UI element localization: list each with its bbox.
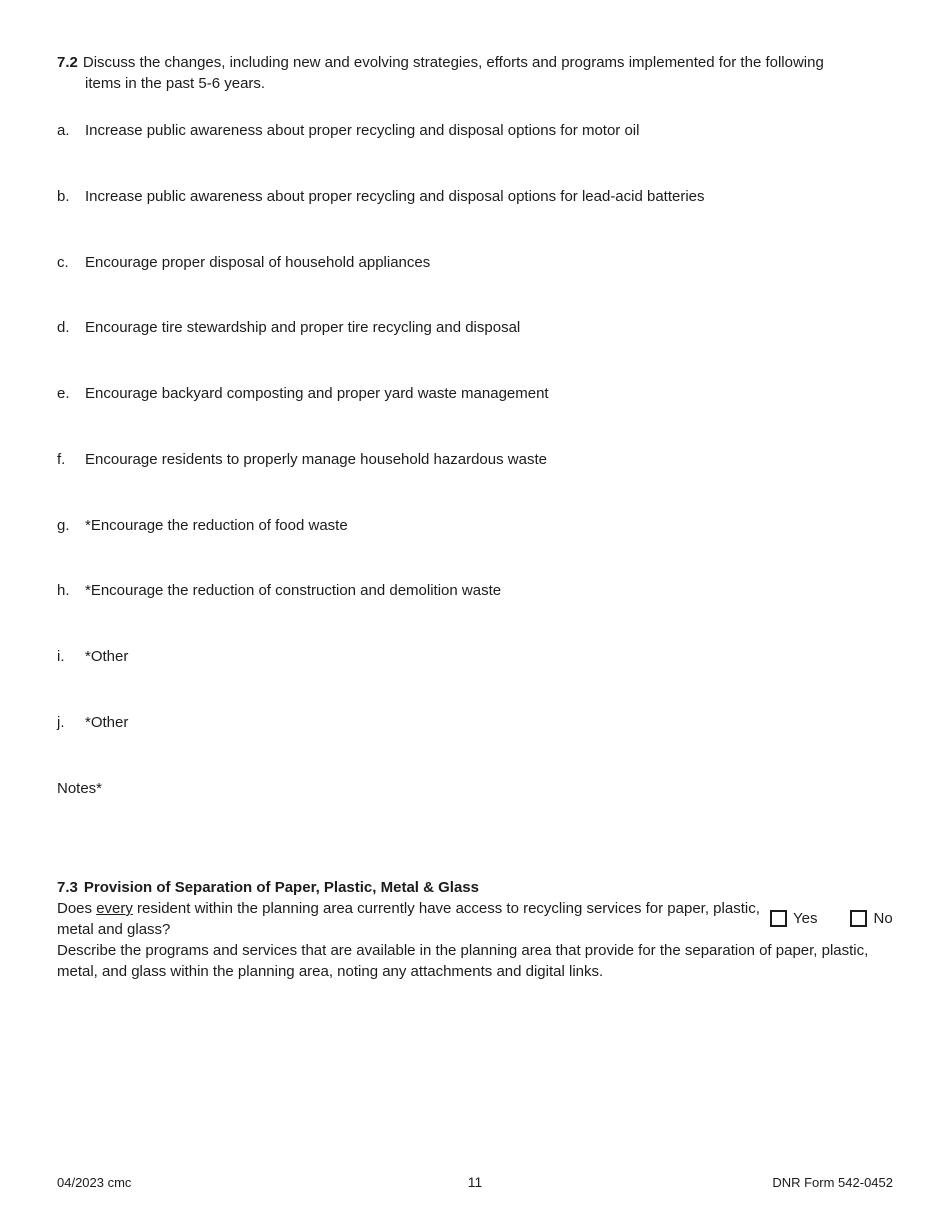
- section-7-3-number: 7.3: [57, 879, 78, 896]
- no-checkbox-group: [850, 908, 892, 929]
- item-text: Increase public awareness about proper recycling and disposal options for motor oil: [85, 122, 640, 139]
- footer-page-number: 11: [467, 1174, 483, 1190]
- list-item-i: [57, 646, 893, 667]
- page-footer: [0, 1172, 950, 1193]
- item-letter: a.: [57, 122, 70, 139]
- list-item-g: [57, 515, 893, 536]
- item-letter: i.: [57, 648, 65, 665]
- no-checkbox-label: No: [873, 910, 893, 927]
- list-item-a: [57, 120, 893, 141]
- item-text: Encourage tire stewardship and proper tire recycling and disposal: [85, 319, 521, 336]
- yes-no-checkbox-row: [770, 908, 893, 929]
- list-item-b: [57, 186, 893, 207]
- item-text: *Other: [85, 648, 129, 665]
- question-underlined-word: every: [96, 900, 133, 917]
- item-letter: c.: [57, 254, 69, 271]
- list-item-d: [57, 317, 893, 338]
- section-7-2-heading: [57, 52, 857, 94]
- list-item-h: [57, 580, 893, 601]
- item-text: *Encourage the reduction of food waste: [85, 517, 348, 534]
- yes-checkbox-group: [770, 908, 817, 929]
- section-7-2-number: 7.2: [57, 54, 78, 71]
- section-7-3-heading: [57, 877, 893, 898]
- item-letter: d.: [57, 319, 70, 336]
- question-suffix: resident within the planning area currently have access to recycling services for paper, plastic, metal and glass?: [57, 900, 760, 938]
- item-letter: b.: [57, 188, 70, 205]
- item-text: Encourage proper disposal of household appliances: [85, 254, 431, 271]
- item-letter: h.: [57, 582, 70, 599]
- item-text: Encourage backyard composting and proper yard waste management: [85, 385, 549, 402]
- notes-label: Notes*: [57, 780, 103, 797]
- item-letter: g.: [57, 517, 70, 534]
- yes-checkbox[interactable]: [770, 910, 787, 927]
- question-prefix: Does: [57, 900, 97, 917]
- section-7-3-describe: Describe the programs and services that are available in the planning area that provide for the separation of paper, plastic, metal, and glass within the planning area, noting any attachments and digital links.: [57, 942, 869, 980]
- item-text: *Encourage the reduction of construction and demolition waste: [85, 582, 502, 599]
- item-text: Encourage residents to properly manage household hazardous waste: [85, 451, 547, 468]
- item-letter: f.: [57, 451, 66, 468]
- list-item-e: [57, 383, 893, 404]
- list-item-c: [57, 252, 893, 273]
- section-7-3: [57, 877, 893, 982]
- no-checkbox[interactable]: [850, 910, 867, 927]
- section-7-3-question: [57, 898, 782, 940]
- item-letter: j.: [57, 714, 65, 731]
- item-letter: e.: [57, 385, 70, 402]
- yes-checkbox-label: Yes: [793, 910, 818, 927]
- list-item-f: [57, 449, 893, 470]
- footer-revision-text: 04/2023 cmc: [57, 1175, 132, 1190]
- item-text: Increase public awareness about proper recycling and disposal options for lead-acid batteries: [85, 188, 705, 205]
- item-text: *Other: [85, 714, 129, 731]
- footer-form-number: DNR Form 542-0452: [772, 1175, 893, 1190]
- list-item-j: [57, 712, 893, 733]
- section-7-3-title: Provision of Separation of Paper, Plastic, Metal & Glass: [83, 879, 479, 896]
- section-7-2-prompt: Discuss the changes, including new and evolving strategies, efforts and programs implemented for the following items in the past 5-6 years.: [82, 54, 824, 92]
